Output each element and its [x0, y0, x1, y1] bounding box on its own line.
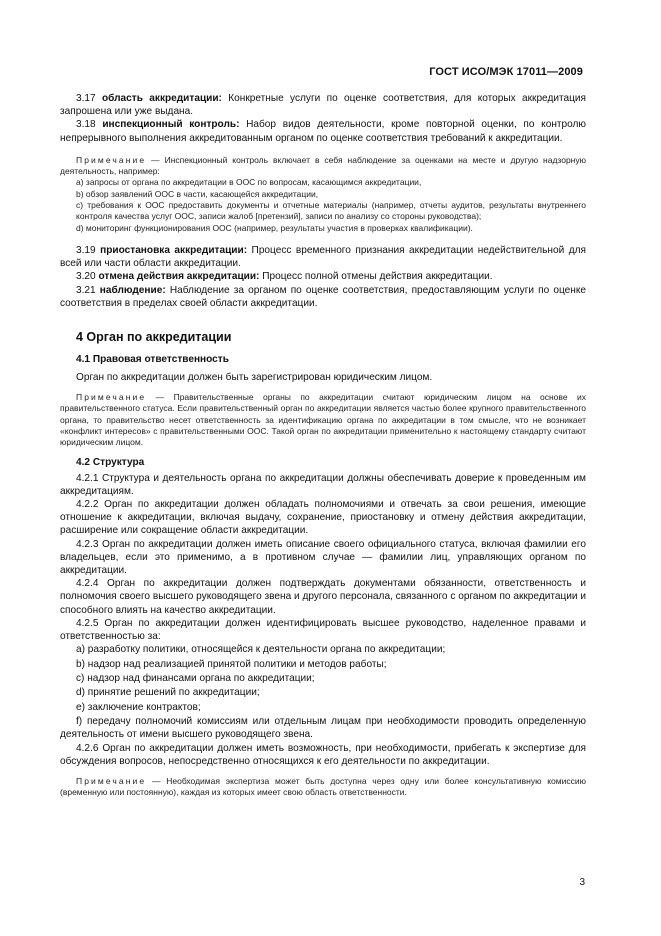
note-list-item: а) запросы от органа по аккредитации в ООС по вопросам, касающимся аккредитации, [76, 177, 422, 188]
definition-3-19: 3.19 приостановка аккредитации: Процесс временного признания аккредитации недействительной для всей или части области аккредитации. [60, 244, 586, 270]
list-item: b) надзор над реализацией принятой политики и методов работы; [76, 658, 387, 670]
list-item: а) разработку политики, относящейся к деятельности органа по аккредитации; [76, 644, 446, 656]
paragraph-4-1: Орган по аккредитации должен быть зарегистрирован юридическим лицом. [76, 371, 433, 383]
section-4-1-heading: 4.1 Правовая ответственность [76, 353, 229, 365]
definition-3-21: 3.21 наблюдение: Наблюдение за органом по оценке соответствия, предоставляющим услуги по оценке соответствия в пределах своей области аккредитации. [60, 284, 586, 309]
definition-3-17: 3.17 область аккредитации: Конкретные услуги по оценке соответствия, для которых аккредитация запрошена или уже выдана. [60, 93, 586, 118]
list-item: с) надзор над финансами органа по аккредитации; [76, 673, 315, 685]
page-number: 3 [579, 877, 585, 888]
note-inspection: Примечание — Инспекционный контроль включает в себя наблюдение за оценками на месте и другую надзорную деятельность, например: [60, 154, 586, 177]
section-4-heading: 4 Орган по аккредитации [76, 329, 232, 344]
paragraph-4-2-2: 4.2.2 Орган по аккредитации должен обладать полномочиями и отвечать за свои решения, имеющие отношение к аккредитации, включая выдачу, сохранение, приостановку и отмену действия аккредитации, расширение или сокращение области аккредитации. [60, 499, 586, 537]
list-item: d) принятие решений по аккредитации; [76, 687, 260, 699]
note-list-item: d) мониторинг функционирования ООС (например, результаты участия в проверках квалификации). [76, 222, 473, 233]
section-4-2-heading: 4.2 Структура [76, 456, 145, 468]
document-code: ГОСТ ИСО/МЭК 17011—2009 [429, 66, 583, 78]
paragraph-4-2-4: 4.2.4 Орган по аккредитации должен подтверждать документами обязанности, ответственность и полномочия своего высшего руководящего звена и другого персонала, связанного с органом по аккредитации и способного влиять на качество аккредитации. [60, 578, 586, 616]
paragraph-4-2-6: 4.2.6 Орган по аккредитации должен иметь возможность, при необходимости, прибегать к экспертизе для обсуждения вопросов, непосредственно относящихся к его деятельности по аккредитации. [60, 742, 586, 767]
paragraph-4-2-3: 4.2.3 Орган по аккредитации должен иметь описание своего официального статуса, включая фамилии его владельцев, если это применимо, а в противном случае — фамилии лиц, управляющих органом по аккредитации. [60, 538, 586, 577]
list-item: е) заключение контрактов; [76, 701, 201, 713]
page-content [60, 92, 586, 799]
note-list-item: с) требования к ООС предоставить документы и отчетные материалы (например, отчеты аудитов, результаты внутреннего контроля качества услуг ООС, записи жалоб [претензий], записи по анализу со стороны руководства); [76, 200, 586, 222]
list-item: f) передачу полномочий комиссиям или отдельным лицам при необходимости проводить определенную деятельность от имени высшего руководящего звена. [60, 716, 586, 741]
note-expertise: Примечание — Необходимая экспертиза может быть доступна через одну или более консультативную комиссию (временную или постоянную), каждая из которых имеет свою область ответственности. [60, 776, 586, 798]
note-list-item: b) обзор заявлений ООС в части, касающейся аккредитации, [76, 188, 319, 199]
definition-3-18: 3.18 инспекционный контроль: Набор видов деятельности, кроме повторной оценки, по контролю непрерывного выполнения аккредитованным органом по оценке соответствия требований к аккредитации. [60, 119, 586, 144]
note-legal: Примечание — Правительственные органы по аккредитации считают юридическим лицом на основе их правительственного статуса. Если правительственный орган по аккредитации является частью более крупного правительственного органа, то правительство несет ответственность за идентификацию органа по аккредитации в том смысле, что не возникает «конфликт интересов» с правительственными ООС. Такой орган по аккредитации применительно к настоящему стандарту считают юридическим лицом. [60, 392, 586, 448]
paragraph-4-2-5: 4.2.5 Орган по аккредитации должен идентифицировать высшее руководство, наделенное правами и ответственностью за: [60, 617, 586, 643]
paragraph-4-2-1: 4.2.1 Структура и деятельность органа по аккредитации должны обеспечивать доверие к проведенным им аккредитациям. [60, 472, 586, 497]
definition-3-20: 3.20 отмена действия аккредитации: Процесс полной отмены действия аккредитации. [76, 271, 493, 283]
